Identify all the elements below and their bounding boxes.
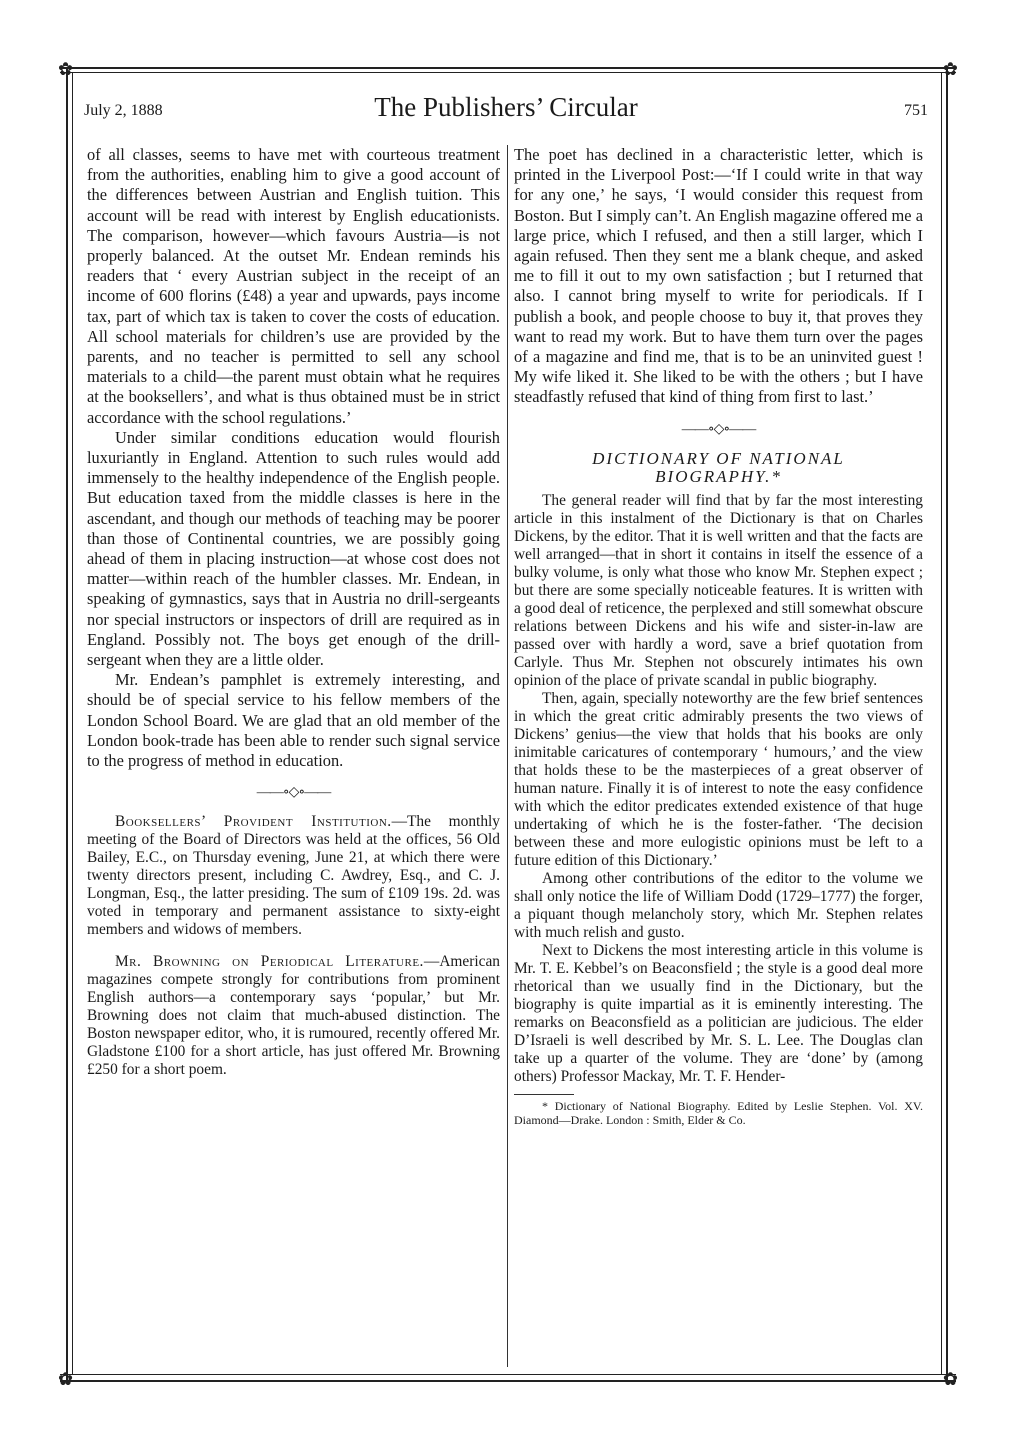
- section-title-line: BIOGRAPHY.*: [655, 466, 782, 486]
- news-item-booksellers: [87, 813, 500, 939]
- issue-date: July 2, 1888: [84, 102, 163, 119]
- news-item-text: —American magazines compete strongly for contributions from prominent English authors—a contemporary says ‘popular,’ but Mr. Browning does not claim that much-abused distinction. The Boston newspaper editor, who, it is rumoured, recently offered Mr. Gladstone £100 for a short article, has just offered Mr. Browning £250 for a short poem.: [87, 953, 500, 1079]
- right-column: [514, 145, 923, 1127]
- footnote: * Dictionary of National Biography. Edited by Leslie Stephen. Vol. XV. Diamond—Drake. London : Smith, Elder & Co.: [514, 1098, 923, 1127]
- top-border-rule: [60, 67, 956, 69]
- body-paragraph: Mr. Endean’s pamphlet is extremely interesting, and should be of special service to his fellow members of the London School Board. We are glad that an old member of the London book-trade has been able to render such signal service to the progress of method in education.: [87, 670, 500, 771]
- left-border-rule: [66, 67, 68, 1380]
- running-header: [84, 92, 928, 124]
- body-paragraph: Next to Dickens the most interesting article in this volume is Mr. T. E. Kebbel’s on Beaconsfield ; the style is a good deal more rhetorical than we usually find in the Dictionary, but the biography is quite impartial as it is eminently interesting. The remarks on Beaconsfield as a politician are judicious. The elder D’Israeli is well described by Mr. S. L. Lee. The Douglas clan take up a quarter of the volume. They are ‘done’ by (among others) Professor Mackay, Mr. T. F. Hender-: [514, 941, 923, 1085]
- right-border-rule: [946, 67, 948, 1380]
- corner-ornament-icon: ✿: [942, 1369, 958, 1389]
- news-item-text: —The monthly meeting of the Board of Directors was held at the offices, 56 Old Bailey, E.C., on Thursday evening, June 21, at which there were twenty directors present, including C. Awdrey, Esq., and C. J. Longman, Esq., the latter presiding. The sum of £109 19s. 2d. was voted in temporary and permanent assistance to sixty-eight members and widows of members.: [87, 813, 500, 939]
- left-border-inner-rule: [72, 72, 73, 1374]
- body-paragraph: The general reader will find that by far the most interesting article in this instalment of the Dictionary is that on Charles Dickens, by the editor. That it is well written and that the facts are well arranged—that in short it contains in itself the essence of a bulky volume, is only what those who know Mr. Stephen expect ; but there are some specially noticeable features. It is written with a good deal of reticence, the perplexed and still somewhat obscure relations between Dickens and his wife and sister-in-law are passed over with hardly a word, save a brief quotation from Carlyle. Thus Mr. Stephen not obscurely intimates his own opinion of the place of private scandal in public biography.: [514, 491, 923, 689]
- top-border-inner-rule: [60, 72, 956, 73]
- bottom-border-inner-rule: [60, 1374, 956, 1375]
- body-paragraph: Among other contributions of the editor to the volume we shall only notice the life of William Dodd (1729–1777) the forger, a piquant though melancholy story, which Mr. Stephen relates with much relish and gusto.: [514, 869, 923, 941]
- news-item-heading: Booksellers’ Provident Institution.: [115, 813, 392, 831]
- section-title-line: DICTIONARY OF NATIONAL: [592, 448, 845, 468]
- body-paragraph: Under similar conditions education would flourish luxuriantly in England. Attention to such rules would add immensely to the healthy independence of the English people. But education taxed from the middle classes is here in the ascendant, and though our methods of teaching may be poorer than those of Continental countries, we are possibly going ahead of them in placing instruction—at whose cost does not matter—within reach of the humbler classes. Mr. Endean, in speaking of gymnastics, says that in Austria no drill-sergeants nor special instructors or inspectors of drill are required as in England. Possibly not. The boys get enough of the drill-sergeant when they are a little older.: [87, 427, 500, 670]
- section-title: [514, 450, 923, 486]
- corner-ornament-icon: ✿: [58, 1369, 74, 1389]
- corner-ornament-icon: ✿: [58, 59, 74, 79]
- page-number: 751: [904, 102, 928, 119]
- section-separator: ——∘◇∘——: [256, 785, 331, 801]
- body-paragraph: of all classes, seems to have met with courteous treatment from the authorities, enabling him to give a good account of the differences between Austrian and English tuition. This account will be read with interest by English educationists. The comparison, however—which favours Austria—is not properly balanced. At the outset Mr. Endean reminds his readers that ‘ every Austrian subject in the receipt of an income of 600 florins (£48) a year and upwards, pays income tax, part of which tax is taken to cover the costs of education. All school materials for children’s use are provided by the parents, and no teacher is permitted to sell any school materials to a child—the parent must obtain what he requires at the booksellers’, and what is thus obtained must be in strict accordance with the school regulations.’: [87, 145, 500, 427]
- news-item-heading: Mr. Browning on Periodical Literature.: [115, 953, 424, 971]
- section-separator: ——∘◇∘——: [681, 421, 756, 437]
- bottom-border-rule: [60, 1380, 956, 1382]
- corner-ornament-icon: ✿: [942, 59, 958, 79]
- column-divider: [507, 145, 508, 1367]
- body-paragraph: Then, again, specially noteworthy are the few brief sentences in which the great critic admirably presents the two views of Dickens’ genius—the view that holds that his books are only inimitable caricatures of contemporary ‘ humours,’ and the view that holds these to be the masterpieces of a great observer of human nature. Finally it is of interest to note the easy confidence with which the editor predicates extended existence of that huge undertaking of which he is the foster-father. ‘The decision between these and more eulogistic opinions must be left to a future edition of this Dictionary.’: [514, 689, 923, 869]
- footnote-rule: [514, 1094, 574, 1095]
- news-item-browning: [87, 953, 500, 1079]
- left-column: [87, 145, 500, 1079]
- publication-title: The Publishers’ Circular: [374, 92, 638, 122]
- body-paragraph: The poet has declined in a characteristic letter, which is printed in the Liverpool Post:—‘If I could write in that way for any one,’ he says, ‘I would consider this request from Boston. But I simply can’t. An English magazine offered me a large price, which I refused, and then a still larger, which I again refused. Then they sent me a blank cheque, and asked me to fill it out to my own satisfaction ; but I returned that also. I cannot bring myself to write for periodicals. If I publish a book, and people choose to buy it, that proves they want to read my work. But to have them turn over the pages of a magazine and find me, that is to be an uninvited guest ! My wife liked it. She liked to be with the others ; but I have steadfastly refused that kind of thing from first to last.’: [514, 145, 923, 407]
- right-border-inner-rule: [941, 72, 942, 1374]
